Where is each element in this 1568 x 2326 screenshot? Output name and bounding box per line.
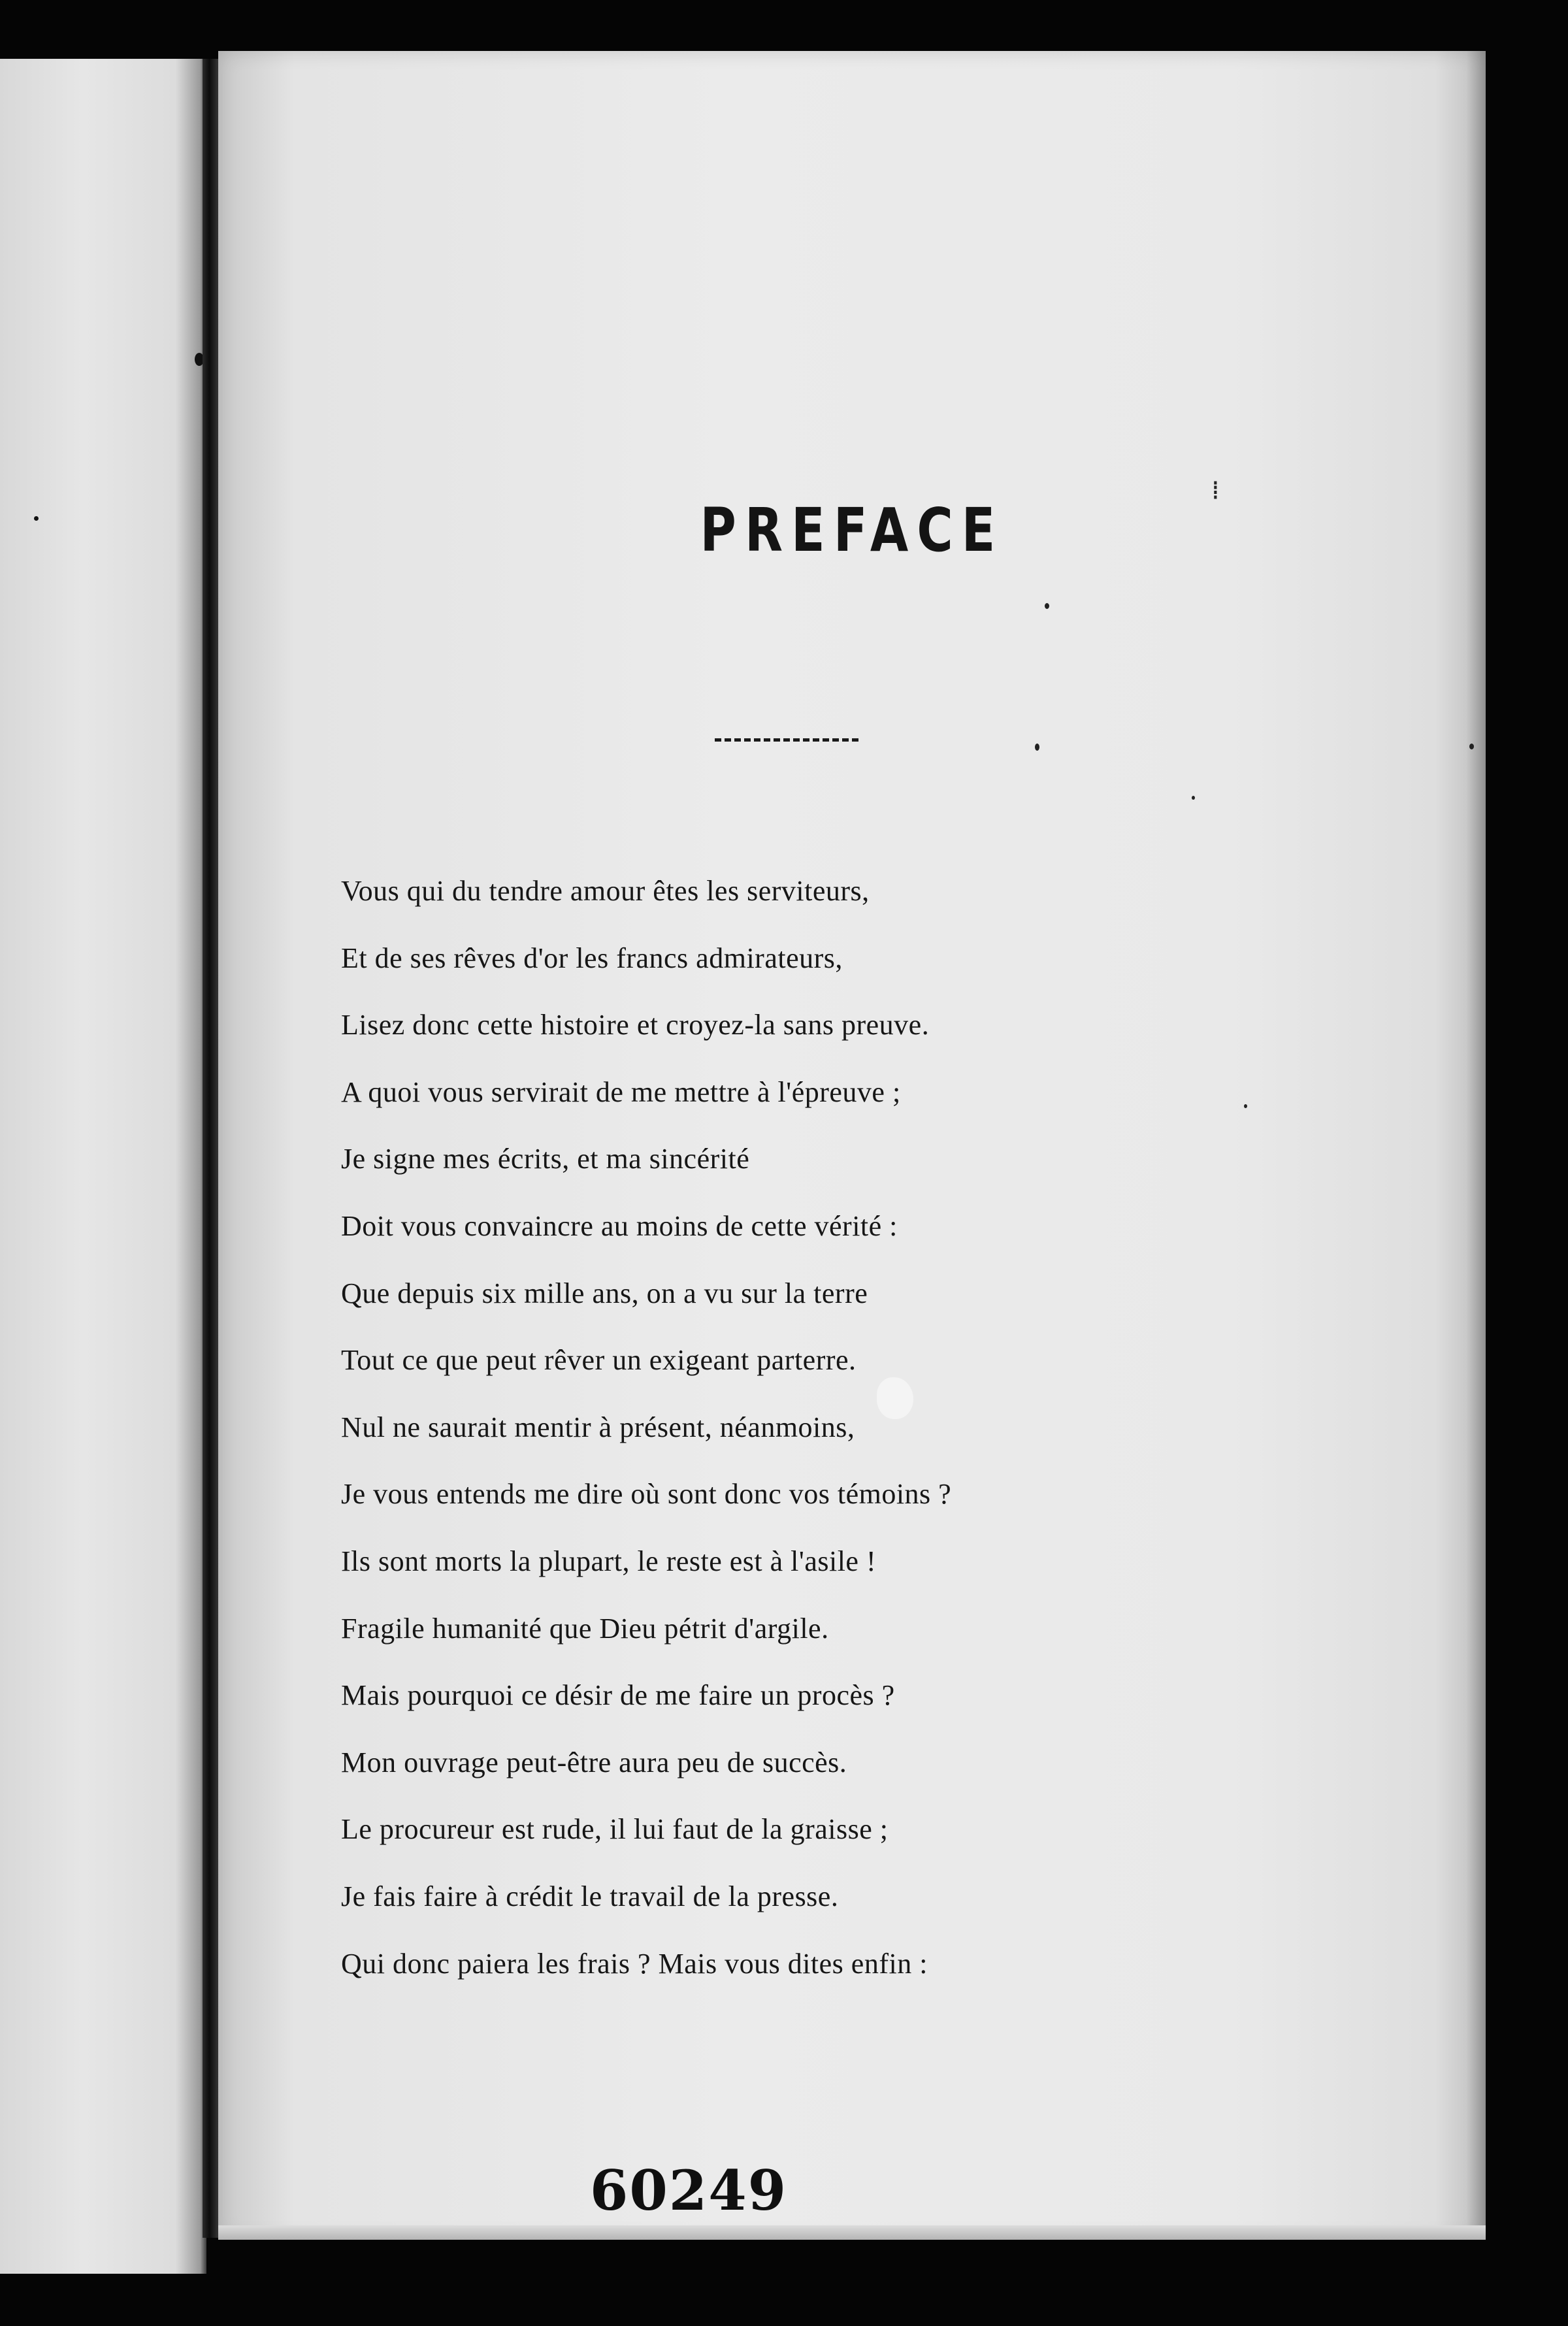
- poem-line: Lisez donc cette histoire et croyez-la sans preuve.: [341, 1009, 930, 1041]
- page-title: PREFACE: [700, 495, 1004, 565]
- ink-speck: [1035, 744, 1039, 751]
- facing-page-edge: [0, 59, 206, 2274]
- page-number: 60249: [589, 2158, 788, 2223]
- poem-line: Tout ce que peut rêver un exigeant parterre.: [341, 1344, 857, 1377]
- poem-line: Que depuis six mille ans, on a vu sur la terre: [341, 1277, 868, 1309]
- page-right-edge: [1466, 51, 1486, 2240]
- ink-speck: [1244, 1104, 1247, 1108]
- poem-line: Doit vous convaincre au moins de cette vérité :: [341, 1209, 898, 1242]
- poem-line: Fragile humanité que Dieu pétrit d'argile.: [341, 1612, 829, 1645]
- poem-line: Je signe mes écrits, et ma sincérité: [341, 1143, 750, 1175]
- poem-line: Nul ne saurait mentir à présent, néanmoins,: [341, 1411, 855, 1443]
- poem-line: Le procureur est rude, il lui faut de la graisse ;: [341, 1813, 889, 1846]
- page-gutter: [203, 59, 220, 2238]
- poem-line: Qui donc paiera les frais ? Mais vous dites enfin :: [341, 1947, 928, 1980]
- ink-speck: [1192, 796, 1195, 800]
- ink-speck: [1469, 744, 1474, 749]
- poem-line: Vous qui du tendre amour êtes les serviteurs,: [341, 875, 870, 907]
- book-page: [218, 51, 1486, 2240]
- ink-speck: [34, 516, 39, 521]
- poem-line: Mon ouvrage peut-être aura peu de succès.: [341, 1746, 847, 1778]
- title-separator-rule: [715, 738, 858, 742]
- poem-line: Ils sont morts la plupart, le reste est à l'asile !: [341, 1545, 877, 1577]
- poem-line: Et de ses rêves d'or les francs admirateurs,: [341, 942, 843, 974]
- poem-line: Je fais faire à crédit le travail de la presse.: [341, 1880, 839, 1912]
- poem-line: Mais pourquoi ce désir de me faire un procès ?: [341, 1679, 895, 1712]
- paper-blemish: [877, 1377, 913, 1419]
- ink-speck: [1045, 603, 1049, 609]
- poem-line: Je vous entends me dire où sont donc vos témoins ?: [341, 1478, 952, 1511]
- margin-mark: ⁞: [1211, 476, 1220, 506]
- page-bottom-edge: [218, 2225, 1486, 2240]
- poem-text: [341, 858, 1321, 1997]
- poem-line: A quoi vous servirait de me mettre à l'épreuve ;: [341, 1075, 901, 1108]
